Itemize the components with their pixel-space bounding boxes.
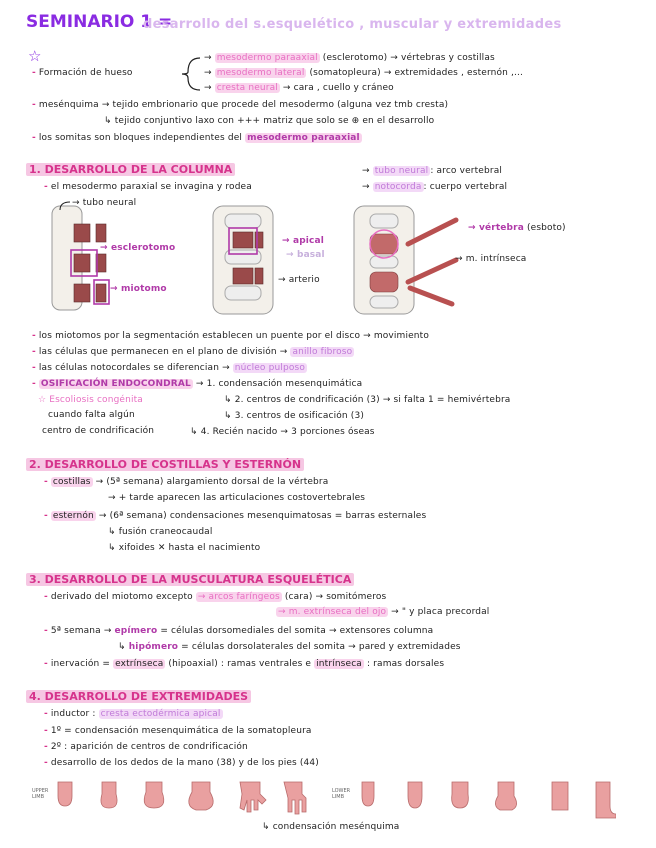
s1-point-2: - las células que permanecen en el plano de división → anillo fibroso — [32, 347, 353, 357]
s3-line-5: - inervación = extrínseca (hipoaxial) : ramas ventrales e intrínseca : ramas dorsales — [44, 659, 445, 669]
s3-line-4: ↳ hipómero = células dorsolaterales del somita → pared y extremidades — [118, 642, 461, 652]
mesenquima-line-2: ↳ tejido conjuntivo laxo con +++ matriz que solo se ⊕ en el desarrollo — [104, 116, 435, 126]
upper-limb-stages-illustration — [50, 778, 330, 822]
s4-line-2: - 1º = condensación mesenquimática de la somatopleura — [44, 726, 312, 736]
s3-line-1: - derivado del miotomo excepto → arcos faríngeos (cara) → somitómeros — [44, 592, 387, 602]
s1-point-1: - los miotomos por la segmentación establecen un puente por el disco → movimiento — [32, 331, 429, 341]
s4-line-1: - inductor : cresta ectodérmica apical — [44, 709, 221, 719]
s3-line-2: → m. extrínseca del ojo → " y placa precordal — [278, 607, 490, 617]
escoliosis-note-2: cuando falta algún — [48, 410, 135, 420]
mesenquima-line: - mesénquima → tejido embrionario que procede del mesodermo (alguna vez tmb cresta) — [32, 100, 449, 110]
upper-limb-label: UPPER LIMB — [32, 788, 49, 800]
diagram-somite-1 — [30, 196, 190, 316]
star-icon: ☆ — [28, 47, 42, 65]
intro-branch-2: → mesodermo lateral (somatopleura) → extremidades , esternón ,... — [204, 68, 524, 78]
page-title: SEMINARIO 1 = — [26, 12, 173, 32]
label-basal: → basal — [286, 250, 325, 260]
formacion-label: - Formación de hueso — [32, 68, 133, 78]
s2-line-2: → + tarde aparecen las articulaciones costovertebrales — [108, 493, 366, 503]
section-2-heading: 2. DESARROLLO DE COSTILLAS Y ESTERNÓN — [26, 458, 304, 471]
label-vertebra: → vértebra (esboto) — [468, 223, 566, 233]
s1-os-4: ↳ 4. Recién nacido → 3 porciones óseas — [190, 427, 375, 437]
somitas-line: - los somitas son bloques independientes del mesodermo paraaxial — [32, 133, 360, 143]
section-4-heading: 4. DESARROLLO DE EXTREMIDADES — [26, 690, 251, 703]
label-apical: → apical — [282, 236, 324, 246]
s1-notocorda: → notocorda : cuerpo vertebral — [362, 182, 508, 192]
section-3-heading: 3. DESARROLLO DE LA MUSCULATURA ESQUELÉTICA — [26, 573, 354, 586]
s3-line-3: - 5ª semana → epímero = células dorsomediales del somita → extensores columna — [44, 626, 434, 636]
label-arterio: → arterio — [278, 275, 320, 285]
s1-os-2: ↳ 2. centros de condrificación (3) → si falta 1 = hemivértebra — [224, 395, 511, 405]
s2-line-4: ↳ fusión craneocaudal — [108, 527, 213, 537]
s2-line-3: - esternón → (6ª semana) condensaciones mesenquimatosas = barras esternales — [44, 511, 427, 521]
diagram-somite-3 — [348, 200, 468, 318]
s4-line-3: - 2º : aparición de centros de condrificación — [44, 742, 248, 752]
lower-limb-stages-illustration — [356, 778, 616, 822]
intro-branch-3: → cresta neural → cara , cuello y cráneo — [204, 83, 394, 93]
section-1-heading: 1. DESARROLLO DE LA COLUMNA — [26, 163, 235, 176]
s2-line-1: - costillas → (5ª semana) alargamiento dorsal de la vértebra — [44, 477, 329, 487]
s1-osificacion: - OSIFICACIÓN ENDOCONDRAL → 1. condensación mesenquimática — [32, 379, 363, 389]
s4-line-4: - desarrollo de los dedos de la mano (38) y de los pies (44) — [44, 758, 319, 768]
s1-point-3: - las células notocordales se diferencian → núcleo pulposo — [32, 363, 305, 373]
s1-os-3: ↳ 3. centros de osificación (3) — [224, 411, 364, 421]
condensacion-label: ↳ condensación mesénquima — [262, 822, 400, 832]
page-subtitle: desarrollo del s.esquelético , muscular y extremidades — [143, 17, 562, 32]
escoliosis-note-3: centro de condrificación — [42, 426, 155, 436]
label-miotomo: → miotomo — [110, 284, 167, 294]
label-intrinseca: → m. intrínseca — [455, 254, 527, 264]
label-esclerotomo: → esclerotomo — [100, 243, 176, 253]
s1-tubo-neural: → tubo neural : arco vertebral — [362, 166, 503, 176]
s2-line-5: ↳ xifoides ✕ hasta el nacimiento — [108, 543, 261, 553]
s1-line-1: - el mesodermo paraxial se invagina y rodea — [44, 182, 252, 192]
intro-branch-1: → mesodermo paraaxial (esclerotomo) → vértebras y costillas — [204, 53, 495, 63]
bracket-icon — [178, 54, 204, 94]
label-tubo-neural: → tubo neural — [72, 198, 137, 208]
lower-limb-label: LOWER LIMB — [332, 788, 351, 800]
escoliosis-note: ☆ Escoliosis congénita — [38, 395, 143, 405]
